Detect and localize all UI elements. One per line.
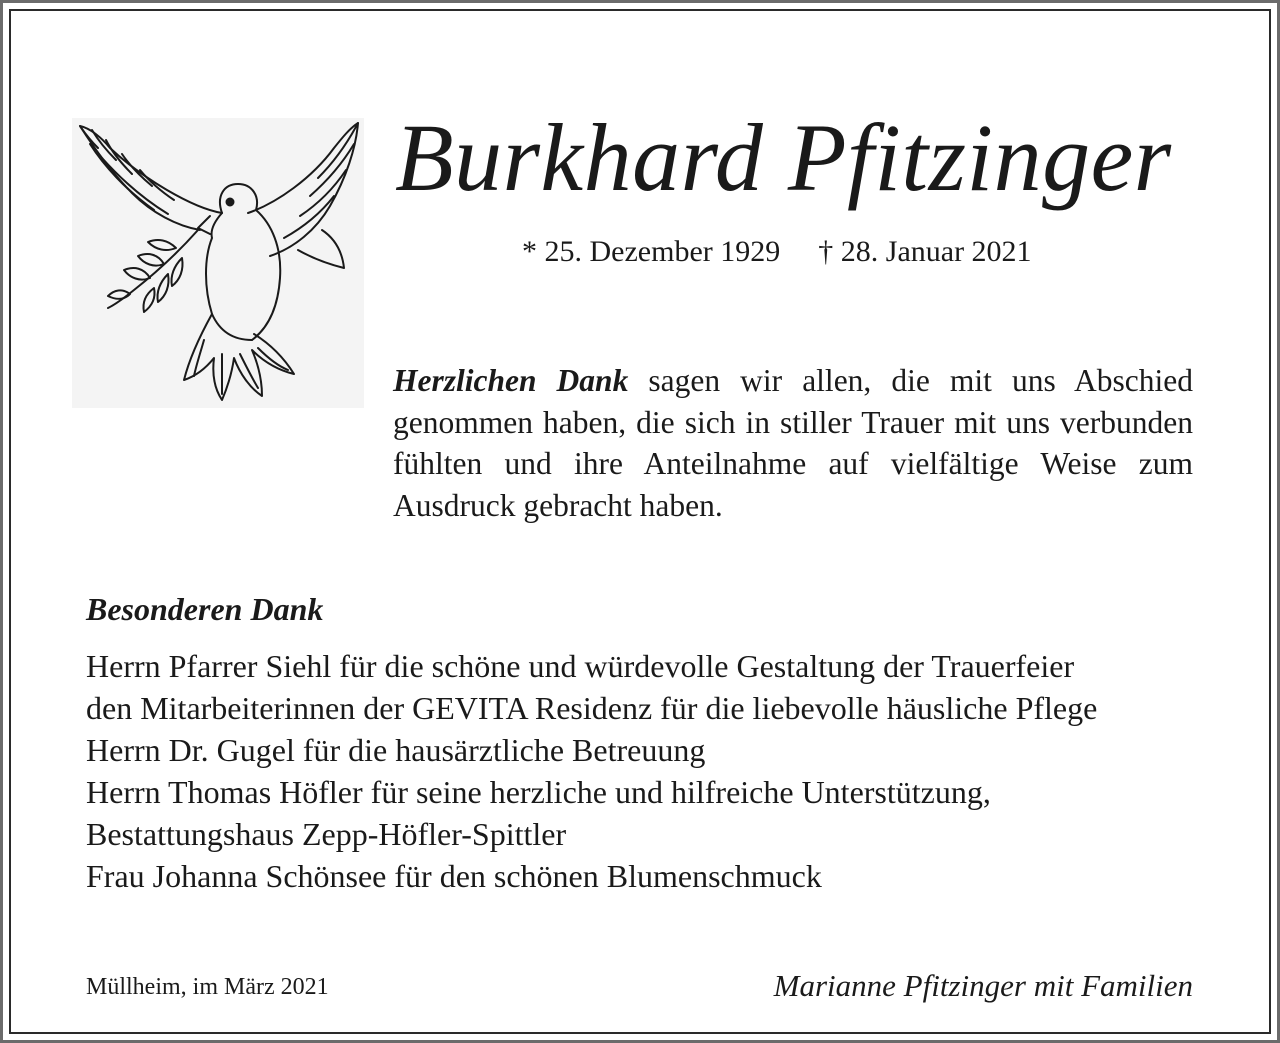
special-thanks-item: Herrn Pfarrer Siehl für die schöne und würdevolle Gestaltung der Trauerfeier	[86, 648, 1075, 684]
special-thanks-item: Herrn Thomas Höfler für seine herzliche und hilfreiche Unterstützung,	[86, 774, 991, 810]
family-signature: Marianne Pfitzinger mit Familien	[773, 968, 1193, 1003]
dove-with-olive-branch-icon	[72, 118, 364, 408]
special-thanks-list	[86, 645, 1097, 897]
life-dates	[522, 232, 1032, 272]
special-thanks-heading: Besonderen Dank	[86, 591, 324, 627]
thanks-lead: Herzlichen Dank	[393, 363, 629, 398]
thanks-text: sagen wir allen, die mit uns Abschied genommen haben, die sich in stiller Trauer mit uns verbunden fühlten und ihre Anteilnahme auf vielfältige Weise zum Ausdruck gebracht haben.	[393, 363, 1193, 523]
special-thanks-item: den Mitarbeiterinnen der GEVITA Residenz für die liebevolle häusliche Pflege	[86, 690, 1098, 726]
thanks-paragraph	[393, 360, 1193, 526]
death-date: † 28. Januar 2021	[818, 235, 1032, 268]
deceased-name: Burkhard Pfitzinger	[395, 104, 1172, 211]
special-thanks-item: Frau Johanna Schönsee für den schönen Blumenschmuck	[86, 858, 822, 894]
birth-date: * 25. Dezember 1929	[522, 235, 781, 268]
place-and-date: Müllheim, im März 2021	[86, 974, 329, 1000]
special-thanks-item: Herrn Dr. Gugel für die hausärztliche Betreuung	[86, 732, 706, 768]
special-thanks-item: Bestattungshaus Zepp-Höfler-Spittler	[86, 816, 567, 852]
